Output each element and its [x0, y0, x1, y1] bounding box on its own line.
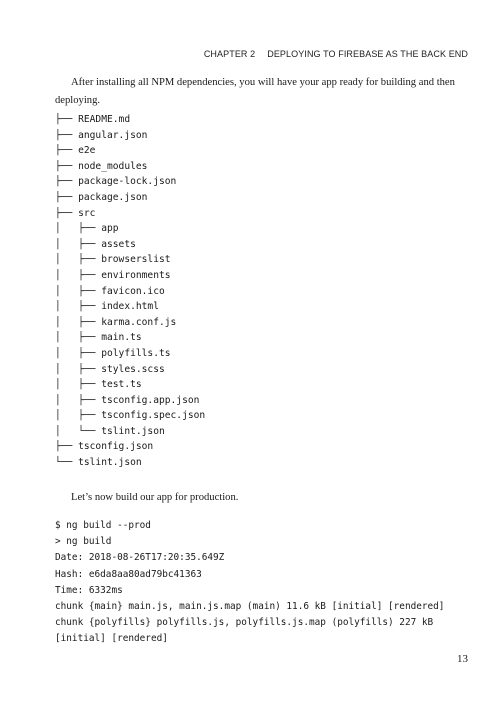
- terminal-line: $ ng build --prod: [55, 520, 151, 531]
- tree-entry: [55, 284, 205, 300]
- tree-entry: [55, 174, 205, 190]
- tree-entry-name: src: [78, 207, 96, 219]
- terminal-line: Date: 2018-08-26T17:20:35.649Z: [55, 552, 225, 564]
- tree-entry: [55, 362, 205, 378]
- terminal-output: [55, 518, 444, 648]
- tree-entry: [55, 143, 205, 159]
- tree-branch-glyph: │ ├──: [55, 379, 102, 391]
- tree-entry-name: browserslist: [101, 254, 171, 266]
- tree-branch-glyph: │ ├──: [55, 285, 102, 297]
- tree-branch-glyph: │ ├──: [55, 332, 102, 344]
- tree-branch-glyph: ├──: [55, 176, 79, 188]
- tree-entry: [55, 252, 205, 268]
- tree-entry: [55, 237, 205, 253]
- tree-branch-glyph: │ ├──: [55, 254, 102, 266]
- build-paragraph: Let’s now build our app for production.: [71, 492, 239, 503]
- tree-branch-glyph: │ ├──: [55, 316, 102, 328]
- tree-entry-name: polyfills.ts: [101, 347, 171, 359]
- tree-branch-glyph: │ ├──: [55, 410, 102, 422]
- tree-branch-glyph: ├──: [55, 145, 79, 157]
- tree-entry: [55, 424, 205, 440]
- tree-entry-name: tsconfig.spec.json: [101, 410, 206, 422]
- tree-entry-name: e2e: [78, 145, 96, 157]
- tree-branch-glyph: ├──: [55, 114, 79, 125]
- tree-entry: [55, 128, 205, 144]
- chapter-label: CHAPTER 2: [203, 49, 256, 59]
- tree-entry-name: node_modules: [78, 160, 148, 172]
- tree-entry: [55, 393, 205, 409]
- tree-entry: [55, 268, 205, 284]
- terminal-line: chunk {main} main.js, main.js.map (main) 11.6 kB [initial] [rendered]: [55, 600, 445, 612]
- tree-branch-glyph: │ ├──: [55, 363, 102, 375]
- tree-branch-glyph: ├──: [55, 129, 79, 141]
- tree-entry-name: tslint.json: [101, 425, 165, 437]
- tree-branch-glyph: │ ├──: [55, 238, 102, 250]
- terminal-line: [initial] [rendered]: [55, 633, 168, 645]
- running-header: [204, 49, 468, 59]
- tree-entry-name: karma.conf.js: [101, 316, 177, 328]
- tree-entry-name: index.html: [101, 301, 159, 313]
- tree-branch-glyph: └──: [55, 457, 79, 469]
- tree-entry-name: package.json: [78, 191, 148, 203]
- tree-entry: [55, 221, 205, 237]
- tree-entry: [55, 408, 205, 424]
- tree-entry-name: favicon.ico: [101, 285, 165, 297]
- terminal-line: chunk {polyfills} polyfills.js, polyfills.js.map (polyfills) 227 kB: [55, 617, 434, 629]
- tree-entry: [55, 159, 205, 175]
- tree-branch-glyph: ├──: [55, 191, 79, 203]
- chapter-title: DEPLOYING TO FIREBASE AS THE BACK END: [267, 49, 468, 59]
- tree-entry-name: tsconfig.json: [78, 441, 154, 453]
- tree-branch-glyph: │ └──: [55, 425, 102, 437]
- tree-branch-glyph: │ ├──: [55, 394, 102, 406]
- tree-branch-glyph: │ ├──: [55, 223, 102, 235]
- tree-entry-name: environments: [101, 269, 171, 281]
- tree-entry: [55, 315, 205, 331]
- tree-entry-name: package-lock.json: [78, 176, 177, 188]
- tree-entry: [55, 206, 205, 222]
- tree-branch-glyph: │ ├──: [55, 269, 102, 281]
- tree-entry: [55, 299, 205, 315]
- directory-tree: [55, 112, 205, 471]
- tree-entry: [55, 346, 205, 362]
- tree-entry-name: README.md: [78, 114, 131, 125]
- tree-entry-name: test.ts: [101, 379, 142, 391]
- tree-branch-glyph: ├──: [55, 160, 79, 172]
- tree-entry-name: styles.scss: [101, 363, 165, 375]
- tree-entry: [55, 190, 205, 206]
- terminal-line: Time: 6332ms: [55, 584, 123, 596]
- page-number: 13: [457, 653, 468, 665]
- tree-entry-name: angular.json: [78, 129, 148, 141]
- tree-entry-name: app: [101, 223, 119, 235]
- tree-branch-glyph: ├──: [55, 441, 79, 453]
- terminal-line: > ng build: [55, 536, 112, 548]
- tree-branch-glyph: ├──: [55, 207, 79, 219]
- intro-paragraph: After installing all NPM dependencies, you will have your app ready for building and then deploying.: [55, 77, 455, 106]
- terminal-line: Hash: e6da8aa80ad79bc41363: [55, 568, 202, 580]
- tree-entry-name: main.ts: [101, 332, 142, 344]
- tree-entry: [55, 330, 205, 346]
- tree-entry: [55, 455, 205, 471]
- tree-branch-glyph: │ ├──: [55, 347, 102, 359]
- tree-entry-name: tslint.json: [78, 457, 142, 469]
- tree-entry: [55, 377, 205, 393]
- tree-entry: [55, 439, 205, 455]
- tree-entry-name: tsconfig.app.json: [101, 394, 200, 406]
- tree-entry-name: assets: [101, 238, 136, 250]
- tree-entry: [55, 112, 205, 128]
- tree-branch-glyph: │ ├──: [55, 301, 102, 313]
